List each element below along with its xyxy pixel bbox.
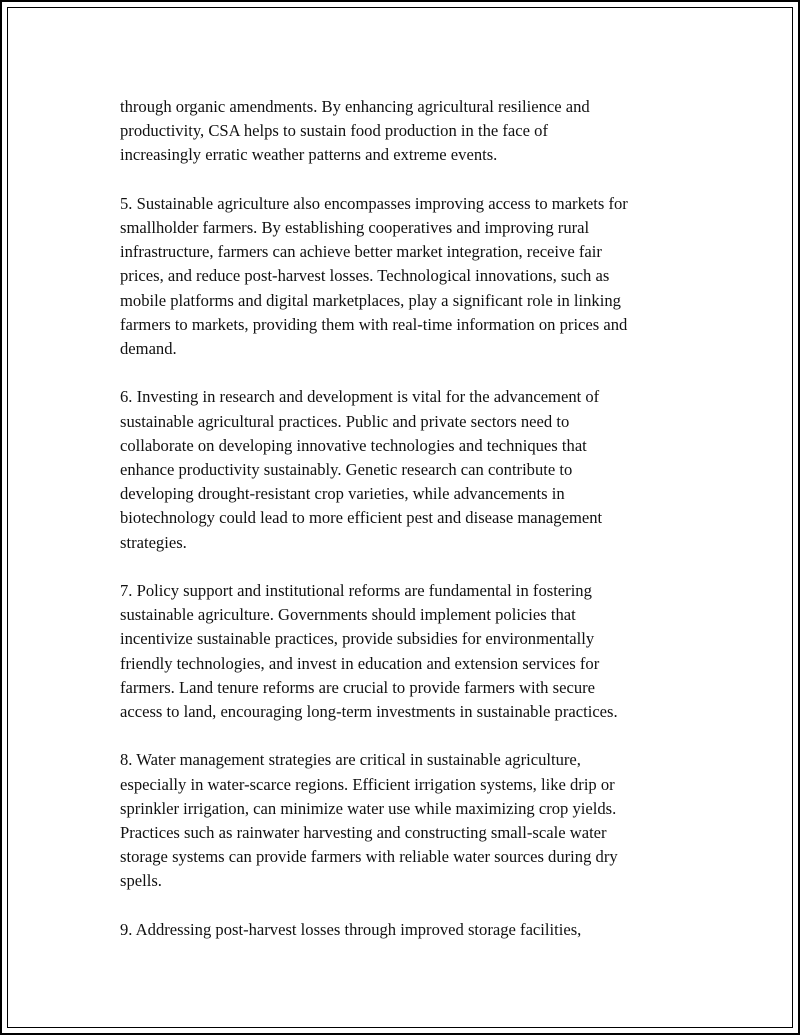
text-line: 8. Water management strategies are critical in sustainable agriculture, (120, 750, 581, 770)
text-line: Practices such as rainwater harvesting and constructing small-scale water (120, 823, 607, 843)
text-line: increasingly erratic weather patterns and extreme events. (120, 145, 498, 165)
text-line: farmers to markets, providing them with real-time information on prices and (120, 314, 628, 334)
text-line: smallholder farmers. By establishing cooperatives and improving rural (120, 218, 590, 237)
text-line: sustainable agricultural practices. Public and private sectors need to (120, 411, 570, 431)
text-line: collaborate on developing innovative technologies and techniques that (120, 435, 587, 455)
paragraph (120, 918, 692, 942)
text-line: 5. Sustainable agriculture also encompasses improving access to markets for (120, 193, 628, 213)
text-line: 7. Policy support and institutional reforms are fundamental in fostering (120, 581, 592, 601)
paragraph (120, 385, 692, 554)
text-line: through organic amendments. By enhancing agricultural resilience and (120, 97, 590, 116)
paragraph (120, 748, 692, 893)
paragraph (120, 579, 692, 724)
text-line: 9. Addressing post-harvest losses through improved storage facilities, (120, 919, 582, 939)
text-line: demand. (120, 339, 177, 359)
text-line: enhance productivity sustainably. Genetic research can contribute to (120, 460, 573, 480)
text-line: productivity, CSA helps to sustain food production in the face of (120, 121, 548, 141)
text-line: biotechnology could lead to more efficient pest and disease management (120, 508, 603, 528)
text-line: mobile platforms and digital marketplaces, play a significant role in linking (120, 290, 621, 310)
text-line: access to land, encouraging long-term investments in sustainable practices. (120, 702, 618, 722)
text-line: farmers. Land tenure reforms are crucial to provide farmers with secure (120, 677, 596, 697)
text-line: developing drought-resistant crop varieties, while advancements in (120, 484, 565, 504)
text-line: incentivize sustainable practices, provide subsidies for environmentally (120, 629, 595, 649)
document-body (120, 95, 692, 942)
text-line: especially in water-scarce regions. Efficient irrigation systems, like drip or (120, 774, 615, 794)
text-line: spells. (120, 871, 162, 891)
paragraph (120, 95, 692, 168)
text-line: storage systems can provide farmers with reliable water sources during dry (120, 847, 618, 867)
text-line: friendly technologies, and invest in education and extension services for (120, 653, 600, 673)
text-line: 6. Investing in research and development is vital for the advancement of (120, 387, 600, 407)
text-line: strategies. (120, 532, 187, 552)
text-line: sprinkler irrigation, can minimize water use while maximizing crop yields. (120, 798, 617, 818)
text-line: prices, and reduce post-harvest losses. Technological innovations, such as (120, 266, 610, 286)
paragraph (120, 192, 692, 361)
text-line: sustainable agriculture. Governments should implement policies that (120, 605, 576, 625)
text-line: infrastructure, farmers can achieve better market integration, receive fair (120, 242, 602, 262)
